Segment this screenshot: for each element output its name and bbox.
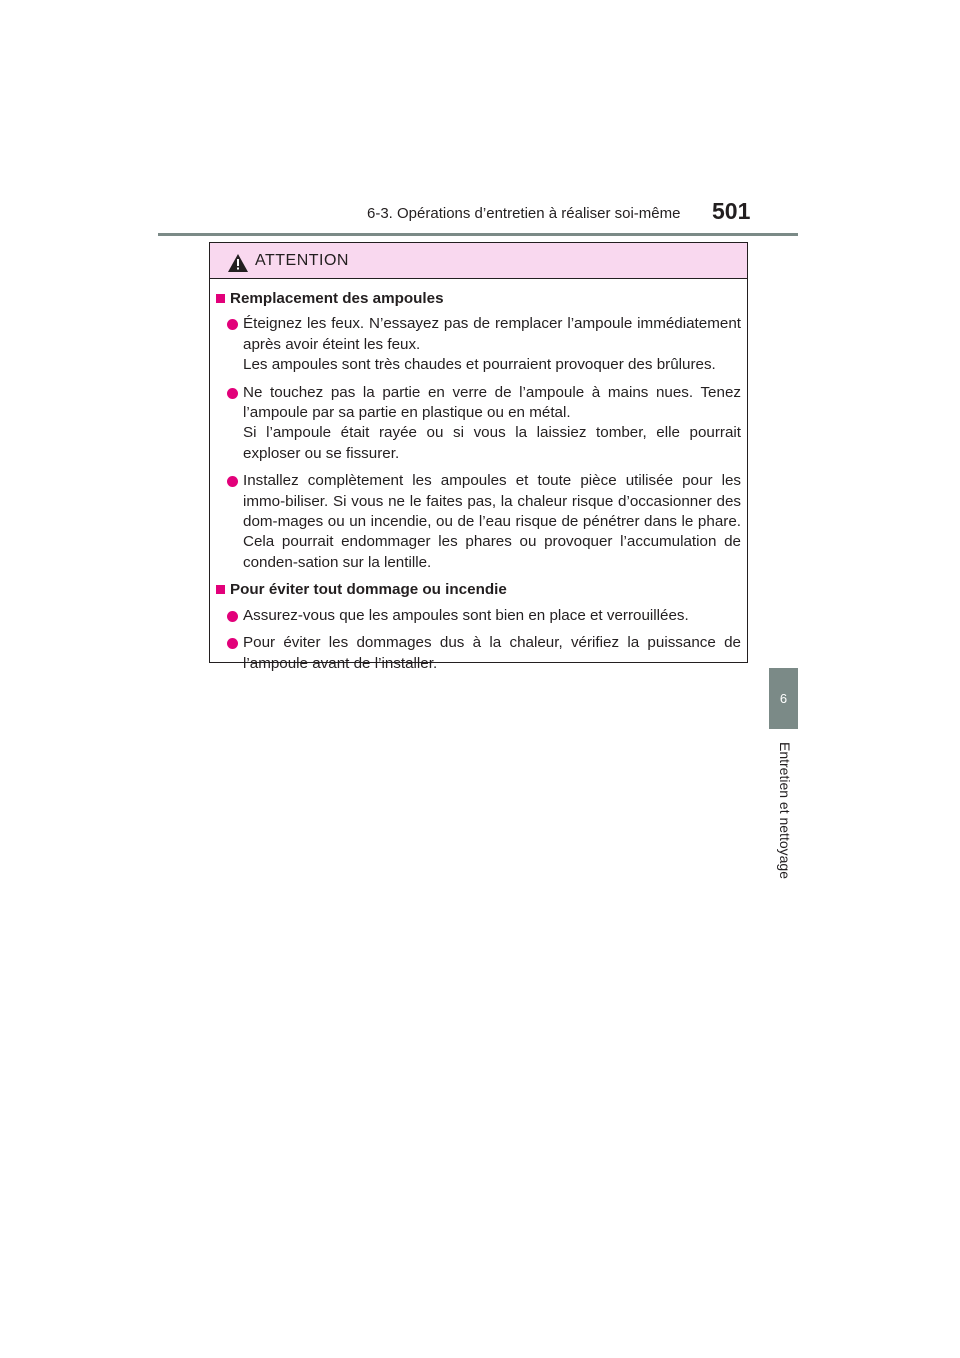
caution-heading [216,580,741,600]
caution-bullet [216,633,741,674]
square-bullet-icon [216,294,225,303]
circle-bullet-icon [227,638,238,649]
circle-bullet-icon [227,319,238,330]
chapter-tab-label-text: Entretien et nettoyage [777,742,793,879]
caution-heading [216,289,741,309]
warning-triangle-icon [228,254,248,277]
caution-bullet [216,606,741,626]
caution-body [210,279,747,674]
caution-heading-text: Pour éviter tout dommage ou incendie [230,581,507,599]
caution-header [210,243,747,279]
square-bullet-icon [216,585,225,594]
chapter-tab-number: 6 [769,668,798,729]
bullet-text: Assurez-vous que les ampoules sont bien en place et verrouillées. [243,606,689,624]
bullet-text: Éteignez les feux. N’essayez pas de remplacer l’ampoule immédiatement après avoir éteint les feux. [243,315,741,353]
caution-box [209,242,748,672]
circle-bullet-icon [227,476,238,487]
bullet-text: Si l’ampoule était rayée ou si vous la laissiez tomber, elle pourrait exploser ou se fissurer. [243,424,741,462]
page-number: 501 [712,198,751,224]
circle-bullet-icon [227,388,238,399]
caution-bullet [216,383,741,465]
circle-bullet-icon [227,611,238,622]
header-rule [158,233,798,236]
bullet-text: Ne touchez pas la partie en verre de l’ampoule à mains nues. Tenez l’ampoule par sa partie en plastique ou en métal. [243,383,741,422]
caution-bullet [216,471,741,573]
bullet-text: Pour éviter les dommages dus à la chaleur, vérifiez la puissance de l’ampoule avant de l’installer. [243,634,741,672]
caution-heading-text: Remplacement des ampoules [230,290,444,307]
bullet-text: Installez complètement les ampoules et toute pièce utilisée pour les immo-biliser. Si vous ne le faites pas, la chaleur risque d’occasionner des dom-mages ou un incendie, ou de l’eau risque de pénétrer dans le phare. Cela pourrait endommager les phares ou provoquer l’accumulation de conden-sation sur la lentille. [243,472,741,571]
caution-bullet [216,314,741,375]
bullet-text: Les ampoules sont très chaudes et pourraient provoquer des brûlures. [243,356,716,374]
caution-title: ATTENTION [255,252,349,269]
chapter-tab-label [774,742,798,892]
header-section-title: 6-3. Opérations d’entretien à réaliser soi-même [367,205,681,222]
